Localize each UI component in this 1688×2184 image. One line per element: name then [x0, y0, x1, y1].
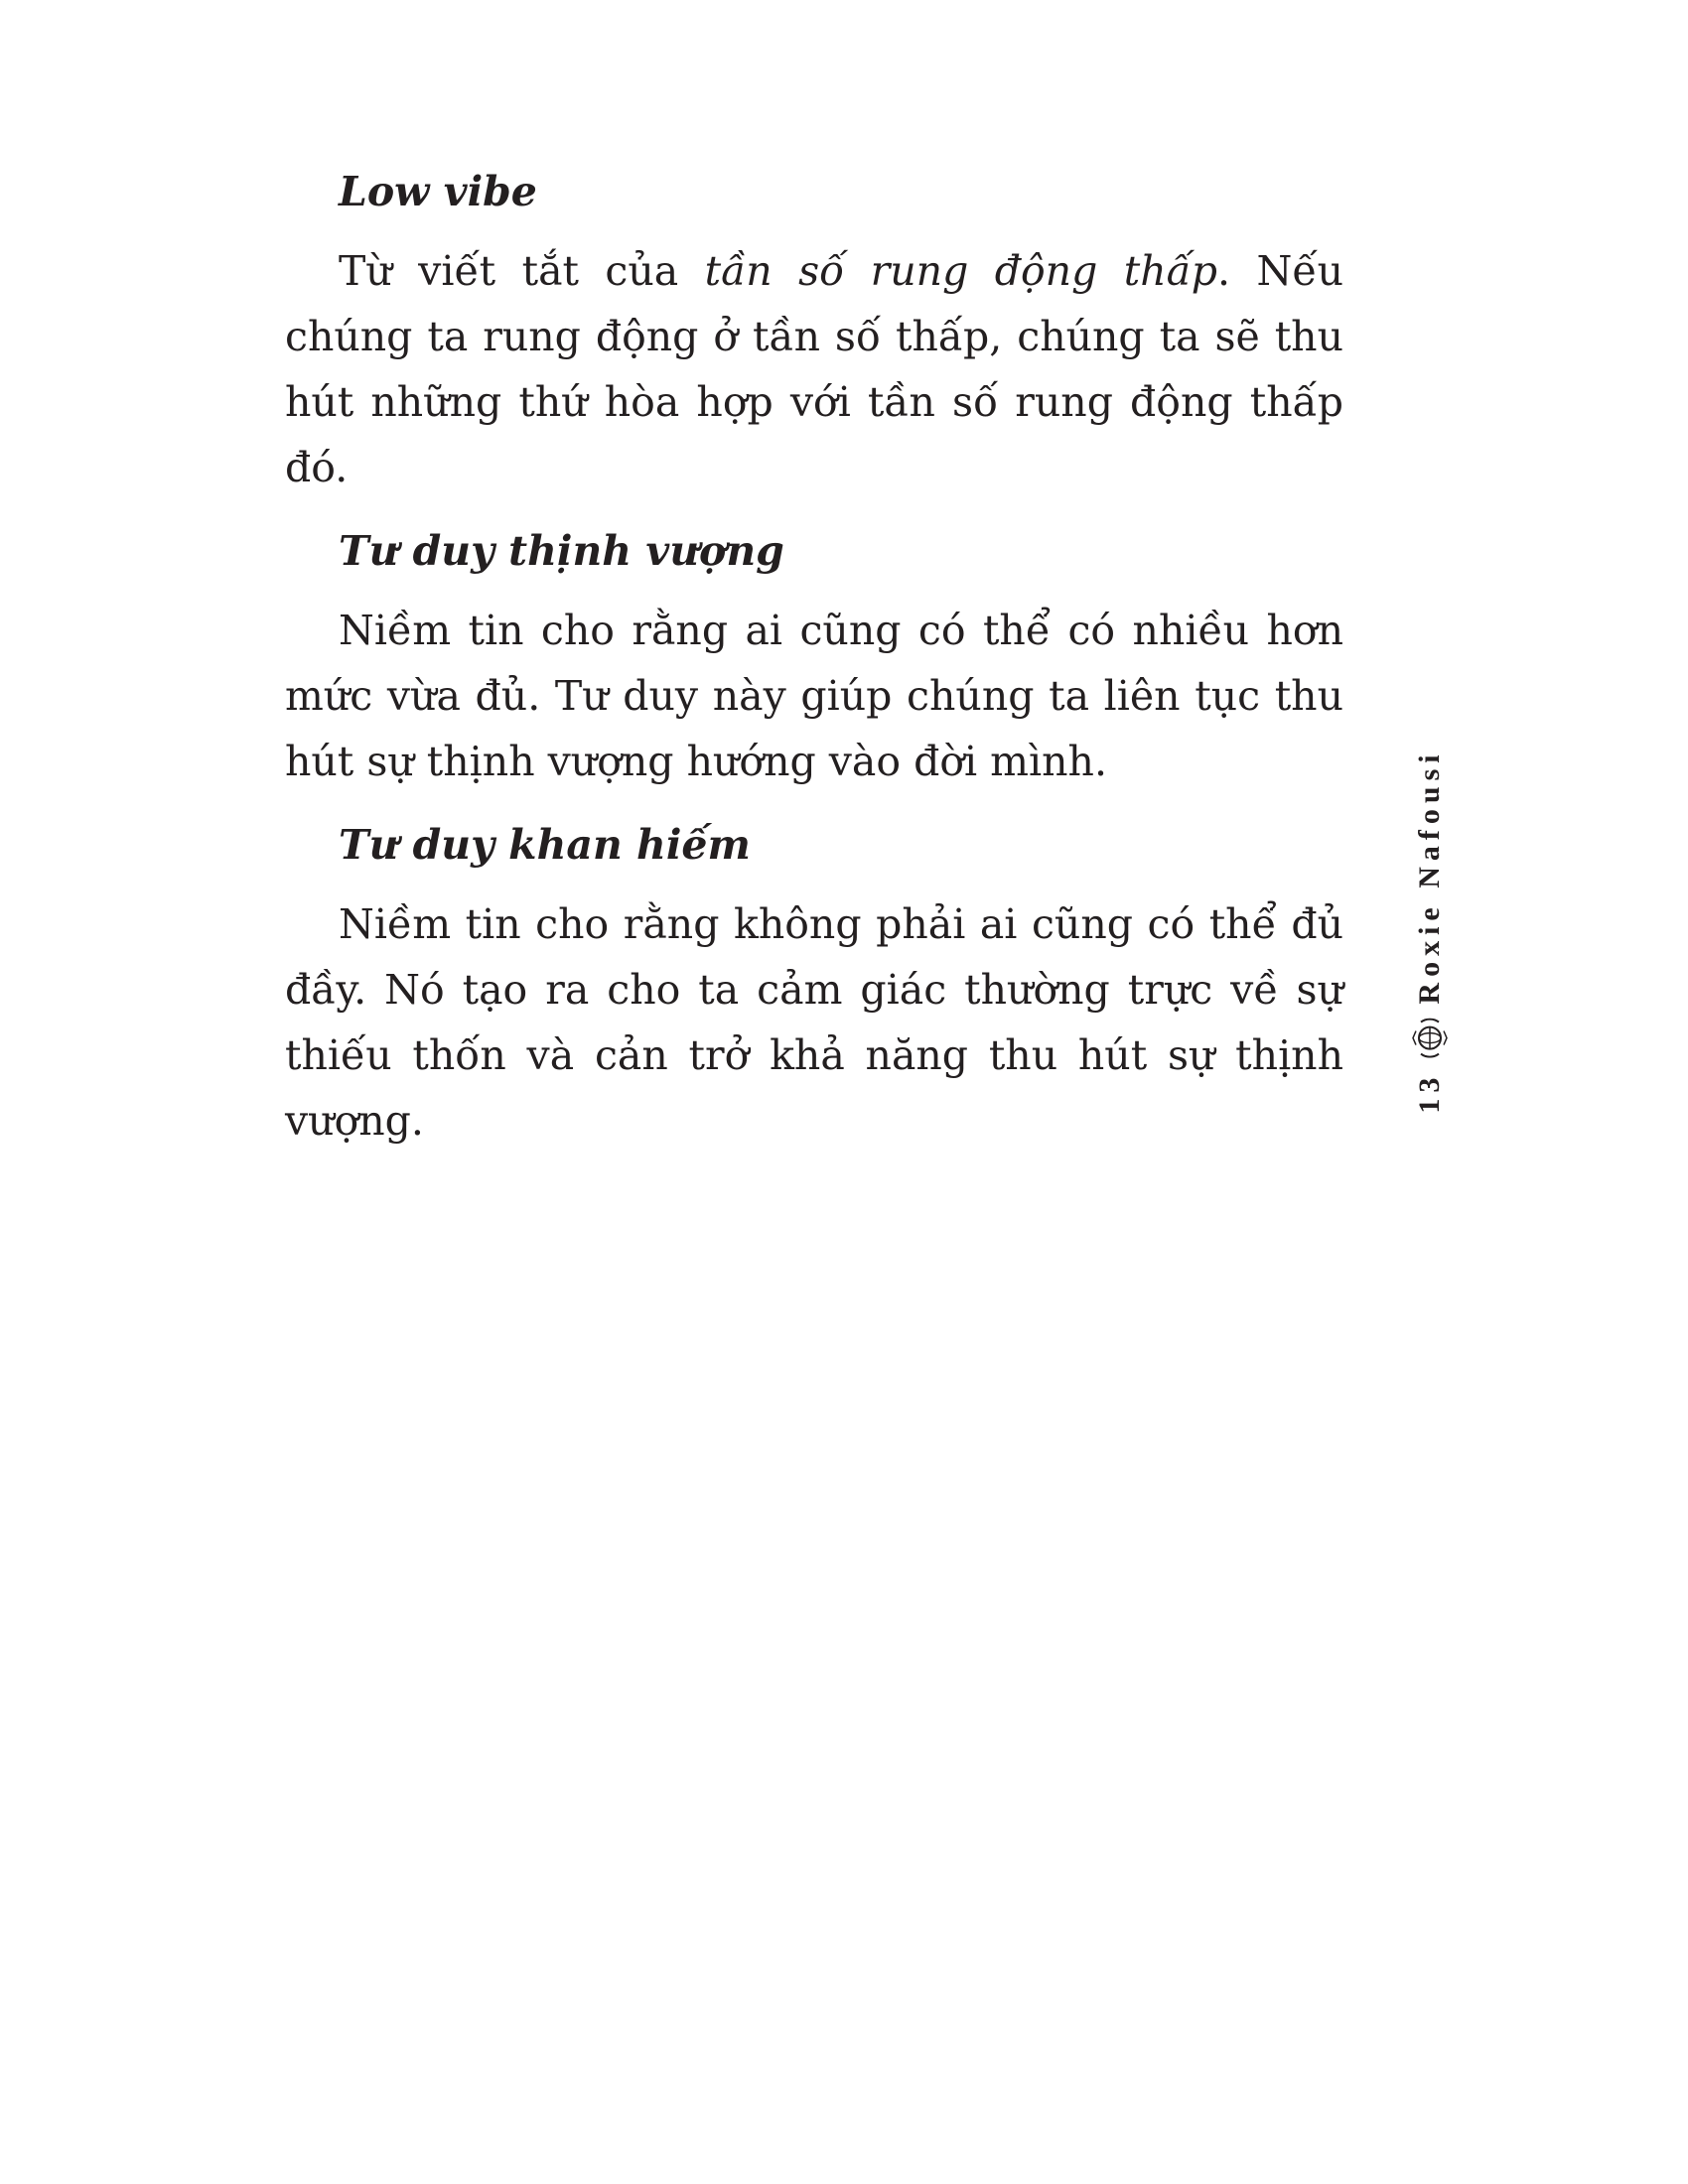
entry-body: Niềm tin cho rằng không phải ai cũng có thể đủ đầy. Nó tạo ra cho ta cảm giác thường trực về sự thiếu thốn và cản trở khả năng thu hút sự thịnh vượng.: [285, 900, 1343, 1145]
glossary-entry-scarcity-mindset: [285, 812, 1343, 1154]
entry-heading: Tư duy khan hiếm: [339, 821, 751, 869]
entry-body: Niềm tin cho rằng ai cũng có thể có nhiều hơn mức vừa đủ. Tư duy này giúp chúng ta liên tục thu hút sự thịnh vượng hướng vào đời mình.: [285, 607, 1343, 785]
entry-body-emphasis: tần số rung động thấp: [704, 247, 1218, 295]
entry-body-text: . Nếu chúng ta rung động ở tần số thấp, chúng ta sẽ thu hút những thứ hòa hợp với tần số rung động thấp đó.: [285, 247, 1343, 491]
entry-body: [285, 238, 1343, 500]
page-text-column: [285, 159, 1343, 1171]
glossary-entry-abundance-mindset: [285, 518, 1343, 794]
globe-ornament-icon: [1412, 1019, 1448, 1058]
author-name: Roxie Nafousi: [1413, 749, 1446, 1005]
page-number: 13: [1413, 1071, 1446, 1114]
glossary-entry-low-vibe: [285, 159, 1343, 500]
running-footer: [1412, 749, 1448, 1113]
entry-heading: Tư duy thịnh vượng: [339, 527, 784, 575]
entry-heading: Low vibe: [339, 168, 537, 215]
entry-body-text: Từ viết tắt của: [339, 247, 705, 295]
